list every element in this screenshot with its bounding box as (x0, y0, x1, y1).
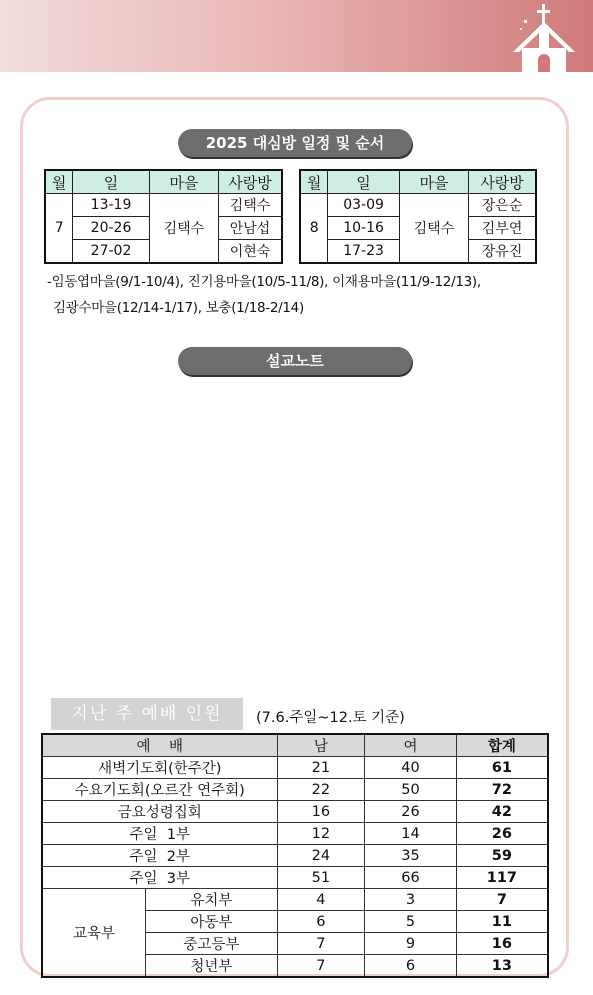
sermon-note-title: 설교노트 (178, 347, 412, 375)
male-count: 6 (277, 911, 365, 933)
header-service: 예 배 (42, 734, 277, 757)
total-count: 117 (456, 867, 548, 889)
male-count: 4 (277, 889, 365, 911)
female-count: 5 (365, 911, 457, 933)
attendance-title: 지난 주 예배 인원 (51, 698, 243, 730)
total-count: 11 (456, 911, 548, 933)
schedule-title: 2025 대심방 일정 및 순서 (178, 129, 412, 157)
table-row (42, 889, 548, 911)
male-count: 51 (277, 867, 365, 889)
table-row (42, 867, 548, 889)
total-count: 26 (456, 823, 548, 845)
service-name: 주일 2부 (42, 845, 277, 867)
total-count: 59 (456, 845, 548, 867)
department-name: 유치부 (146, 889, 277, 911)
department-name: 청년부 (146, 955, 277, 978)
room-cell: 장유진 (469, 240, 536, 264)
month-cell: 7 (45, 194, 73, 264)
education-label: 교육부 (42, 889, 146, 978)
female-count: 50 (365, 779, 457, 801)
male-count: 7 (277, 933, 365, 955)
day-cell: 13-19 (73, 194, 149, 217)
table-row (42, 845, 548, 867)
month-cell: 8 (300, 194, 328, 264)
header-female: 여 (365, 734, 457, 757)
total-count: 61 (456, 757, 548, 779)
header-day: 일 (328, 170, 399, 194)
female-count: 26 (365, 801, 457, 823)
day-cell: 03-09 (328, 194, 399, 217)
female-count: 9 (365, 933, 457, 955)
room-cell: 김부연 (469, 217, 536, 240)
service-name: 수요기도회(오르간 연주회) (42, 779, 277, 801)
church-icon (513, 4, 575, 72)
total-count: 42 (456, 801, 548, 823)
day-cell: 20-26 (73, 217, 149, 240)
male-count: 21 (277, 757, 365, 779)
female-count: 40 (365, 757, 457, 779)
header-room: 사랑방 (469, 170, 536, 194)
schedule-table-august (299, 169, 537, 264)
table-row (42, 823, 548, 845)
male-count: 7 (277, 955, 365, 978)
male-count: 12 (277, 823, 365, 845)
male-count: 22 (277, 779, 365, 801)
attendance-subtitle: (7.6.주일~12.토 기준) (256, 710, 405, 726)
day-cell: 27-02 (73, 240, 149, 264)
room-cell: 이현숙 (219, 240, 282, 264)
attendance-table (41, 733, 549, 978)
department-name: 중고등부 (146, 933, 277, 955)
service-name: 주일 1부 (42, 823, 277, 845)
department-name: 아동부 (146, 911, 277, 933)
female-count: 6 (365, 955, 457, 978)
service-name: 새벽기도회(한주간) (42, 757, 277, 779)
male-count: 24 (277, 845, 365, 867)
header-room: 사랑방 (219, 170, 282, 194)
header-month: 월 (300, 170, 328, 194)
village-cell: 김택수 (149, 194, 218, 264)
header-village: 마을 (399, 170, 468, 194)
room-cell: 장은순 (469, 194, 536, 217)
day-cell: 17-23 (328, 240, 399, 264)
schedule-note-line1: -임동엽마을(9/1-10/4), 진기용마을(10/5-11/8), 이재용마을(11/9-12/13), (47, 274, 481, 290)
female-count: 35 (365, 845, 457, 867)
female-count: 66 (365, 867, 457, 889)
total-count: 13 (456, 955, 548, 978)
total-count: 16 (456, 933, 548, 955)
header-village: 마을 (149, 170, 218, 194)
header-month: 월 (45, 170, 73, 194)
schedule-note-line2: 김광수마을(12/14-1/17), 보충(1/18-2/14) (53, 300, 304, 316)
table-row (42, 801, 548, 823)
service-name: 금요성령집회 (42, 801, 277, 823)
female-count: 14 (365, 823, 457, 845)
header-day: 일 (73, 170, 149, 194)
village-cell: 김택수 (399, 194, 468, 264)
schedule-table-july (44, 169, 283, 264)
day-cell: 10-16 (328, 217, 399, 240)
total-count: 7 (456, 889, 548, 911)
room-cell: 김택수 (219, 194, 282, 217)
table-row (42, 757, 548, 779)
male-count: 16 (277, 801, 365, 823)
total-count: 72 (456, 779, 548, 801)
female-count: 3 (365, 889, 457, 911)
header-total: 합계 (456, 734, 548, 757)
service-name: 주일 3부 (42, 867, 277, 889)
room-cell: 안남섭 (219, 217, 282, 240)
table-row (42, 779, 548, 801)
top-banner (0, 0, 593, 72)
header-male: 남 (277, 734, 365, 757)
